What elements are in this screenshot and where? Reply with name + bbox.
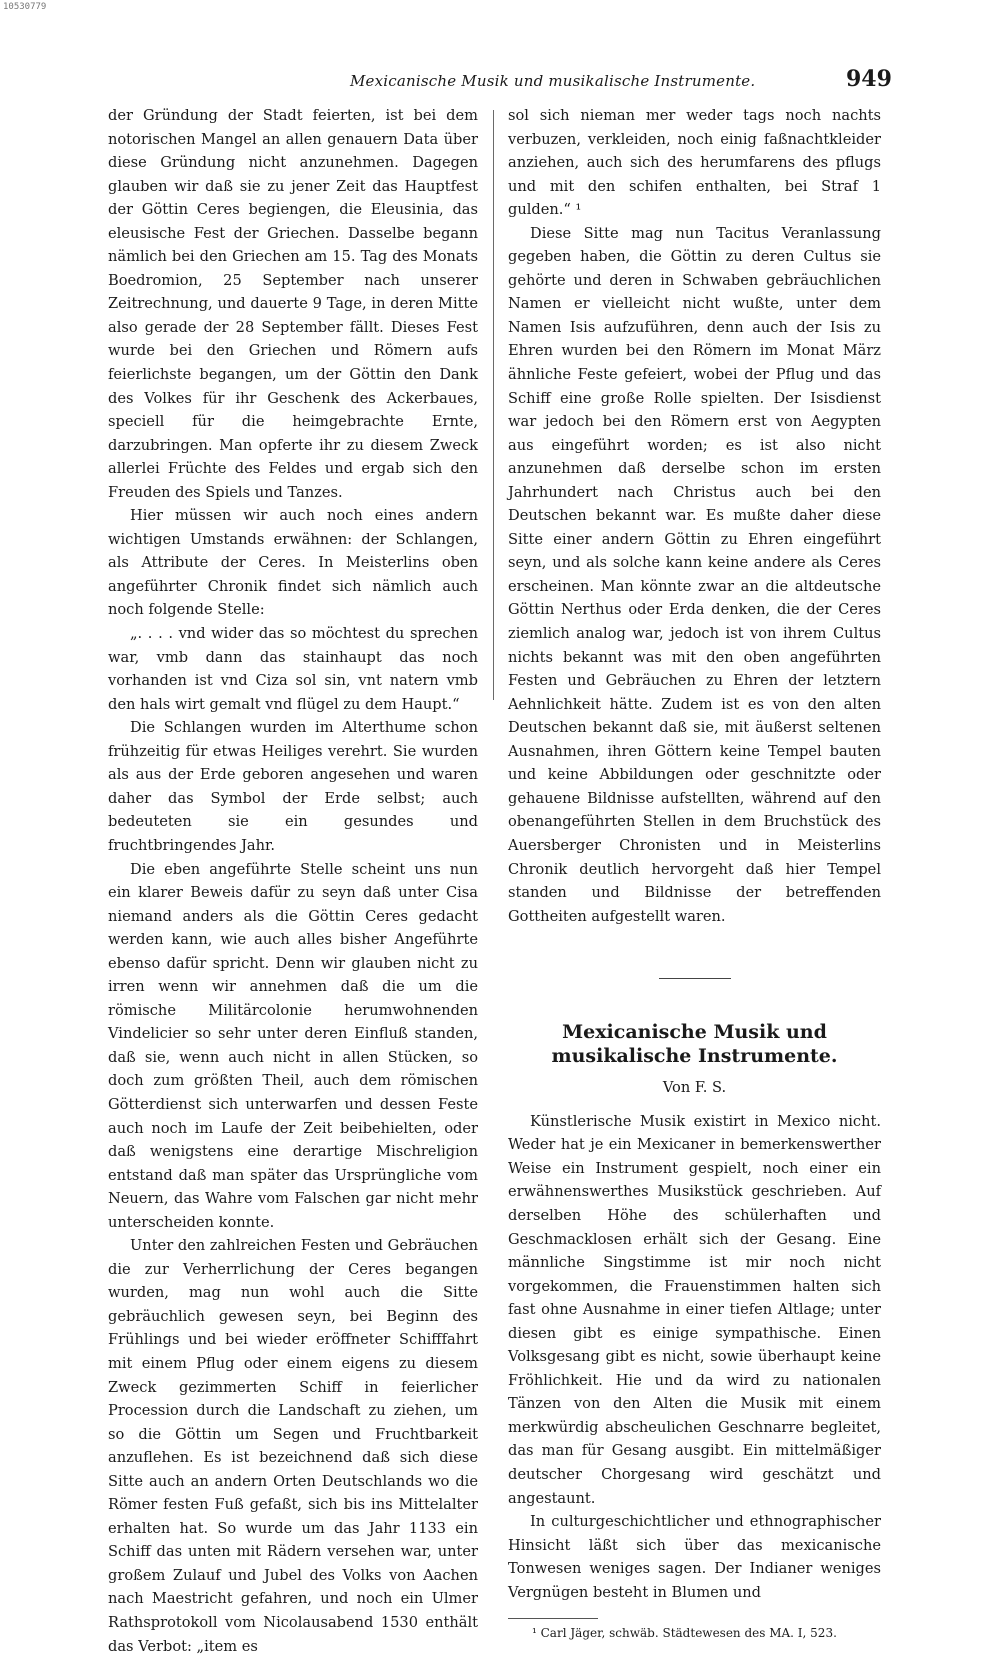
paragraph: der Gründung der Stadt feierten, ist bei dem notorischen Mangel an allen genauern Data über diese Gründung nicht anzunehmen. Dagegen glauben wir daß sie zu jener Zeit das Hauptfest der Göttin Ceres begiengen, die Eleusinia, das eleusische Fest der Griechen. Dasselbe begann nämlich bei den Griechen am 15. Tag des Monats Boedromion, 25 September nach unserer Zeitrechnung, und dauerte 9 Tage, in deren Mitte also gerade der 28 September fällt. Dieses Fest wurde bei den Griechen und Römern aufs feierlichste begangen, um der Göttin den Dank des Volkes für ihr Geschenk des Ackerbaues, speciell für die heimgebrachte Ernte, darzubringen. Man opferte ihr zu diesem Zweck allerlei Früchte des Feldes und ergab sich den Freuden des Spiels und Tanzes.: [108, 107, 478, 501]
paragraph: sol sich nieman mer weder tags noch nachts verbuzen, verkleiden, noch einig faßnachtkleider anziehen, auch sich des herumfarens des pflugs und mit den schifen enthalten, bei Straf 1 gulden.“ ¹: [508, 107, 881, 219]
paragraph: Die Schlangen wurden im Alterthume schon frühzeitig für etwas Heiliges verehrt. Sie wurden als aus der Erde geboren angesehen und waren daher das Symbol der Erde selbst; auch bedeuteten sie ein gesundes und fruchtbringendes Jahr.: [108, 719, 478, 854]
block-quote: „. . . . vnd wider das so möchtest du sprechen war, vmb dann das stainhaupt das noch vorhanden ist vnd Ciza sol sin, vnt natern vmb den hals wirt gemalt vnd flügel zu dem Haupt.“: [108, 625, 478, 713]
paragraph: In culturgeschichtlicher und ethnographischer Hinsicht läßt sich über das mexicanische Tonwesen weniges sagen. Der Indianer weniges Vergnügen besteht in Blumen und: [508, 1513, 881, 1601]
paragraph: Künstlerische Musik existirt in Mexico nicht. Weder hat je ein Mexicaner in bemerkenswerther Weise ein Instrument gespielt, noch einer ein erwähnenswerthes Musikstück geschrieben. Auf derselben Höhe des schülerhaften und Geschmacklosen erhält sich der Gesang. Eine männliche Singstimme ist mir noch nicht vorgekommen, die Frauenstimmen halten sich fast ohne Ausnahme in einer tiefen Altlage; unter diesen gibt es einige sympathische. Einen Volksgesang gibt es nicht, sowie überhaupt keine Fröhlichkeit. Hie und da wird zu nationalen Tänzen von den Alten die Musik mit einem merkwürdig abscheulichen Geschnarre begleitet, das man für Gesang ausgibt. Ein mittelmäßiger deutscher Chorgesang wird geschätzt und angestaunt.: [508, 1112, 881, 1507]
footnote-rule: [508, 1618, 598, 1619]
footnote: ¹ Carl Jäger, schwäb. Städtewesen des MA. I, 523.: [532, 1626, 837, 1641]
section-separator: [659, 978, 731, 979]
right-column: [508, 104, 881, 1641]
paragraph: Diese Sitte mag nun Tacitus Veranlassung gegeben haben, die Göttin zu deren Cultus sie gehörte und deren in Schwaben gebräuchlichen Namen er vielleicht nicht wußte, unter dem Namen Isis aufzuführen, denn auch der Isis zu Ehren wurden bei den Römern im Monat März ähnliche Feste gefeiert, wobei der Pflug und das Schiff eine große Rolle spielten. Der Isisdienst war jedoch bei den Römern erst von Aegypten aus eingeführt worden; es ist also nicht anzunehmen daß derselbe schon im ersten Jahrhundert nach Christus auch bei den Deutschen bekannt war. Es mußte daher diese Sitte einer andern Göttin zu Ehren eingeführt seyn, und als solche kann keine andere als Ceres erscheinen. Man könnte zwar an die altdeutsche Göttin Nerthus oder Erda denken, die der Ceres ziemlich analog war, jedoch ist von ihrem Cultus nichts bekannt was mit den oben angeführten Festen und Gebräuchen zu Ehren der letztern Aehnlichkeit hätte. Zudem ist es von den alten Deutschen bekannt daß sie, mit äußerst seltenen Ausnahmen, ihren Göttern keine Tempel bauten und keine Abbildungen oder geschnitzte oder gehauene Bildnisse aufstellten, während auf den obenangeführten Stellen in dem Bruchstück des Auersberger Chronisten und in Meisterlins Chronik deutlich hervorgeht daß hier Tempel standen und Bildnisse der betreffenden Gottheiten aufgestellt waren.: [508, 224, 881, 925]
scan-id: 10530779: [3, 2, 47, 12]
article-byline: Von F. S.: [662, 1079, 727, 1097]
page-number: 949: [846, 66, 892, 92]
paragraph: Unter den zahlreichen Festen und Gebräuchen die zur Verherrlichung der Ceres begangen wurden, mag nun wohl auch die Sitte gebräuchlich gewesen seyn, bei Beginn des Frühlings und bei wieder eröffneter Schifffahrt mit einem Pflug oder einem eigens zu diesem Zweck gezimmerten Schiff in feierlicher Procession durch die Landschaft zu ziehen, um so die Göttin um Segen und Fruchtbarkeit anzuflehen. Es ist bezeichnend daß sich diese Sitte auch an andern Orten Deutschlands wo die Römer festen Fuß gefaßt, sich bis ins Mittelalter erhalten hat. So wurde um das Jahr 1133 ein Schiff das unten mit Rädern versehen war, unter großem Zulauf und Jubel des Volks von Aachen nach Maestricht gefahren, und noch ein Ulmer Rathsprotokoll vom Nicolausabend 1530 enthält das Verbot: „item es: [108, 1237, 478, 1655]
paragraph: Hier müssen wir auch noch eines andern wichtigen Umstands erwähnen: der Schlangen, als Attribute der Ceres. In Meisterlins oben angeführter Chronik findet sich nämlich auch noch folgende Stelle:: [108, 507, 478, 619]
article-title: Mexicanische Musik und musikalische Instrumente.: [551, 1021, 838, 1067]
running-title: Mexicanische Musik und musikalische Instrumente.: [350, 72, 756, 90]
column-divider: [493, 110, 494, 700]
paragraph: Die eben angeführte Stelle scheint uns nun ein klarer Beweis dafür zu seyn daß unter Cisa niemand anders als die Göttin Ceres gedacht werden kann, wie auch alles bisher Angeführte ebenso dafür spricht. Denn wir glauben nicht zu irren wenn wir annehmen daß die um die römische Militärcolonie herumwohnenden Vindelicier so sehr unter deren Einfluß standen, daß sie, wenn auch nicht in allen Stücken, so doch zum größten Theil, auch dem römischen Götterdienst sich unterwarfen und dessen Feste auch noch im Laufe der Zeit beibehielten, oder daß wenigstens eine derartige Mischreligion entstand daß man später das Ursprüngliche vom Neuern, das Wahre vom Falschen gar nicht mehr unterscheiden konnte.: [108, 860, 478, 1231]
left-column: [108, 104, 478, 1658]
